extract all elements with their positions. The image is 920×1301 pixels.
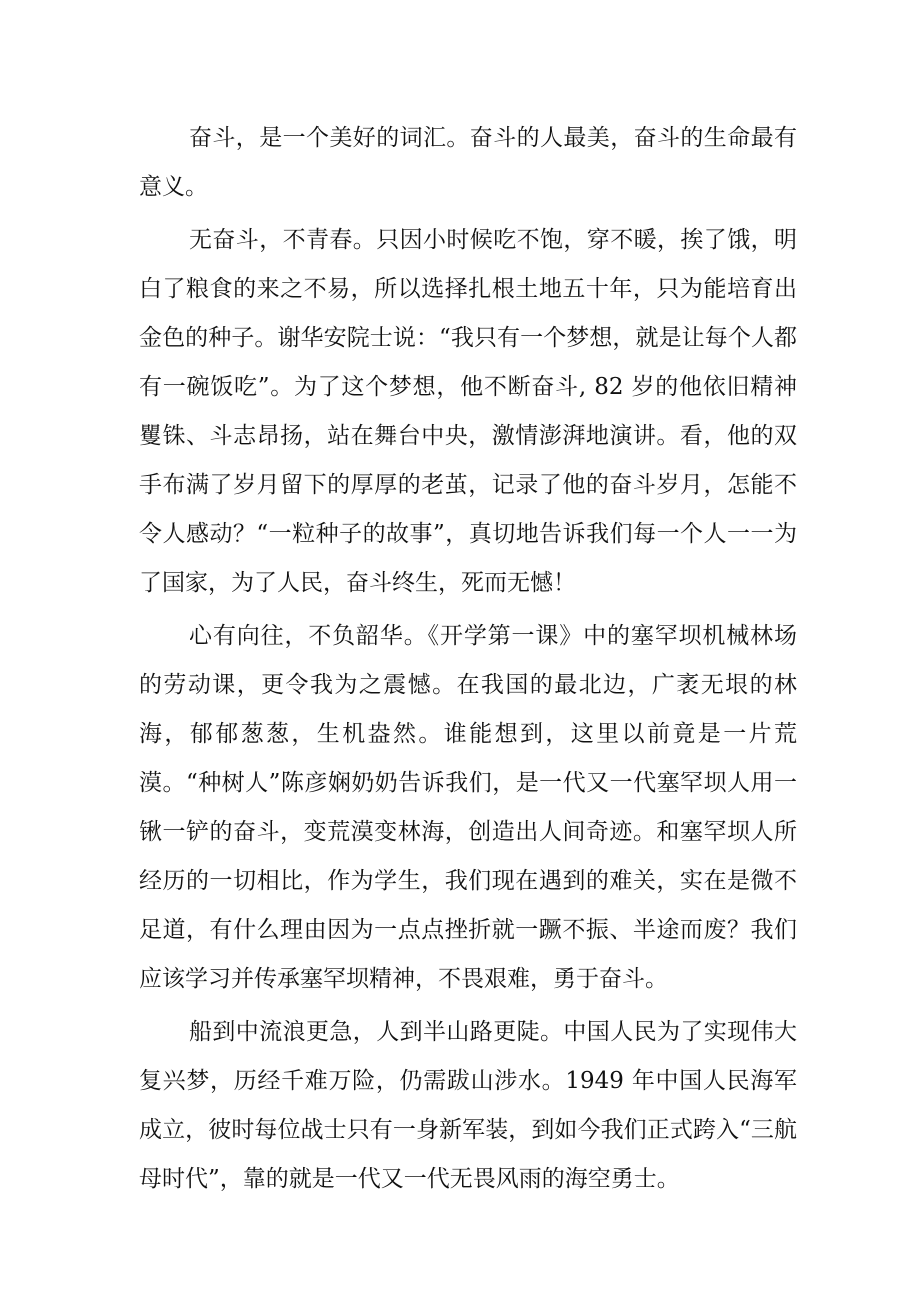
paragraph-4: 船到中流浪更急，人到半山路更陡。中国人民为了实现伟大复兴梦，历经千难万险，仍需跋山涉水。1949 年中国人民海军成立，彼时每位战士只有一身新军装，到如今我们正式跨入“三航母时代”，靠的就是一代又一代无畏风雨的海空勇士。 xyxy=(139,1019,797,1192)
paragraph-1: 奋斗，是一个美好的词汇。奋斗的人最美，奋斗的生命最有意义。 xyxy=(139,125,797,200)
paragraph-3: 心有向往，不负韶华。《开学第一课》中的塞罕坝机械林场的劳动课，更令我为之震憾。在我国的最北边，广袤无垠的林海，郁郁葱葱，生机盎然。谁能想到，这里以前竟是一片荒漠。“种树人”陈彦娴奶奶告诉我们，是一代又一代塞罕坝人用一锹一铲的奋斗，变荒漠变林海，创造出人间奇迹。和塞罕坝人所经历的一切相比，作为学生，我们现在遇到的难关，实在是微不足道，有什么理由因为一点点挫折就一蹶不振、半途而废？我们应该学习并传承塞罕坝精神，不畏艰难，勇于奋斗。 xyxy=(139,623,797,992)
document-body xyxy=(139,114,797,1204)
paragraph-2: 无奋斗，不青春。只因小时候吃不饱，穿不暖，挨了饿，明白了粮食的来之不易，所以选择扎根土地五十年，只为能培育出金色的种子。谢华安院士说：“我只有一个梦想，就是让每个人都有一碗饭吃”。为了这个梦想，他不断奋斗, 82 岁的他依旧精神矍铢、斗志昂扬，站在舞台中央，激情澎湃地演讲。看，他的双手布满了岁月留下的厚厚的老茧，记录了他的奋斗岁月，怎能不令人感动？“一粒种子的故事”，真切地告诉我们每一个人一一为了国家，为了人民，奋斗终生，死而无憾！ xyxy=(139,227,797,596)
